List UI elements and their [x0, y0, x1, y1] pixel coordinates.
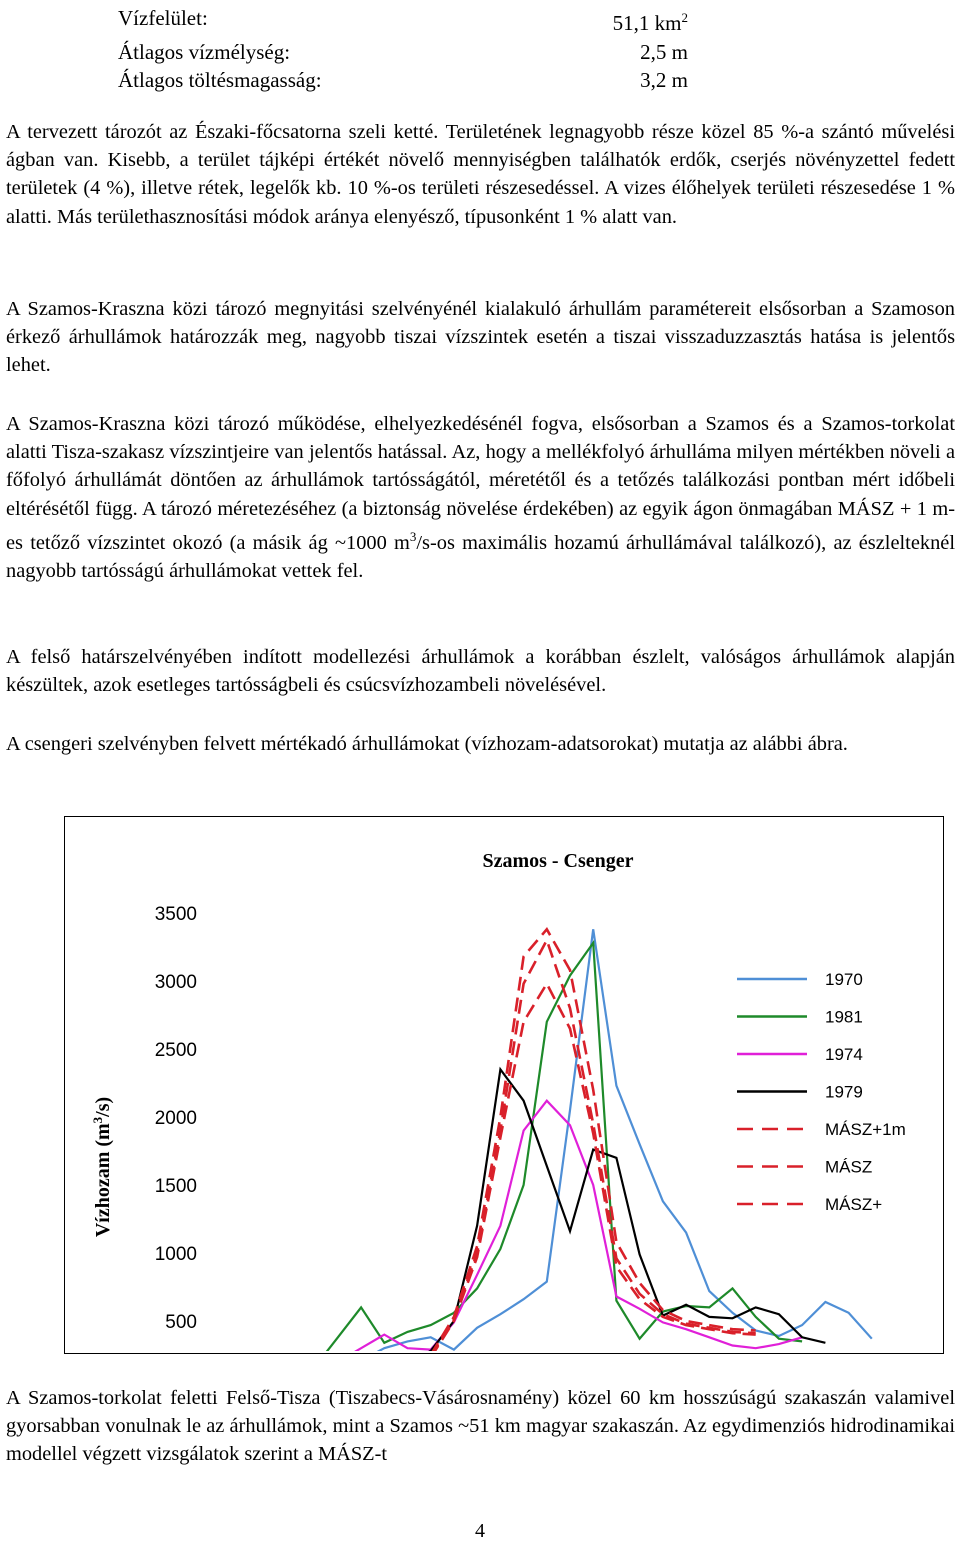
y-tick-label: 2000	[154, 1108, 197, 1129]
series-line-4	[431, 929, 756, 1353]
paragraph-land-use: A tervezett tározót az Északi-főcsatorna szeli ketté. Területének legnagyobb része közel 85 %-a szántó művelési ágban van. Kisebb, a terület tájképi értékét növelő mennyiségben találhatók erdők, cserjés növényzettel fedett területek (4 %), illetve rétek, legelők kb. 10 %-os területi részesedéssel. A vizes élőhelyek területi részesedése 1 % alatti. Más területhasznosítási módok aránya elenyésző, típusonként 1 % alatt van.	[6, 121, 955, 228]
series-line-6	[431, 984, 756, 1353]
y-tick-label: 3500	[154, 904, 197, 925]
y-tick-label: 1500	[154, 1176, 197, 1197]
y-tick-label: 500	[165, 1312, 197, 1333]
discharge-chart	[64, 816, 944, 1354]
stat-row-levee-height	[118, 66, 688, 95]
y-axis-ticks	[155, 904, 197, 1333]
stat-value: 51,1 $km^2$	[612, 10, 688, 35]
stat-label: Átlagos vízmélység:	[118, 39, 291, 64]
stat-value: 3,2 m	[640, 68, 688, 92]
y-tick-label: 2500	[154, 1040, 197, 1061]
legend-label: 1979	[825, 1082, 863, 1102]
y-tick-label: 1000	[154, 1244, 197, 1265]
legend-label: 1974	[825, 1045, 863, 1064]
reservoir-stats	[118, 4, 688, 95]
legend-label: MÁSZ	[825, 1157, 873, 1177]
chart-canvas	[65, 817, 943, 1353]
chart-legend	[733, 959, 943, 1221]
chart-title: Szamos - Csenger	[482, 850, 634, 872]
paragraph-flood-wave-parameters: A Szamos-Kraszna közi tározó megnyitási szelvényénél kialakuló árhullám paramétereit elsősorban a Szamoson érkező árhullámok határozzák meg, nagyobb tiszai vízszintek esetén a tiszai visszaduzzasztás hatása is jelentős lehet.	[6, 298, 955, 377]
paragraph-upper-tisza: A Szamos-torkolat feletti Felső-Tisza (Tiszabecs-Vásárosnamény) közel 60 km hosszúságú szakaszán valamivel gyorsabban vonulnak le az árhullámok, mint a Szamos ~51 km magyar szakaszán. Az egydimenziós hidrodinamikai modellel végzett vizsgálatok szerint a MÁSZ-t	[6, 1387, 955, 1466]
stat-label: Átlagos töltésmagasság:	[118, 68, 322, 92]
stat-row-depth	[118, 38, 688, 67]
paragraph-figure-intro: A csengeri szelvényben felvett mértékadó árhullámokat (vízhozam-adatsorokat) mutatja az alábbi ábra.	[6, 733, 848, 755]
legend-label: MÁSZ+1m	[825, 1120, 906, 1139]
y-tick-label: 3000	[154, 972, 197, 993]
series-line-5	[431, 940, 756, 1353]
legend-label: MÁSZ+	[825, 1195, 883, 1214]
stat-row-surface	[118, 4, 688, 38]
y-axis-label: Vízhozam $(m^3/s)$	[90, 1096, 114, 1238]
series-line-2	[245, 1101, 802, 1353]
stat-label: Vízfelület:	[118, 6, 208, 30]
legend-label: 1981	[825, 1007, 863, 1027]
stat-value: 2,5 m	[640, 39, 688, 64]
paragraph-reservoir-operation: A Szamos-Kraszna közi tározó működése, elhelyezkedésénél fogva, elsősorban a Szamos és a Szamos-torkolat alatti Tisza-szakasz vízszintjeire van jelentős hatással. Az, hogy a mellékfolyó árhulláma milyen mértékben növeli a főfolyó árhullámát döntően az árhullámok tartósságától, méretétől és a tetőzés találkozási pontban mért időbeli eltérésétől függ. A tározó méretezéséhez (a biztonság növelése érdekében) az egyik ágon önmagában MÁSZ + 1 m-es tetőző vízszintet okozó (a másik ág ~1000 $m^3/s-os$ maximális hozamú árhullámával találkozó), az észlelteknél nagyobb tartósságú árhullámokat vettek fel.	[6, 413, 955, 582]
legend-label: 1970	[825, 970, 863, 989]
page-number: 4	[475, 1520, 485, 1542]
series-line-1	[245, 943, 802, 1353]
paragraph-model-flood-waves: A felső határszelvényében indított modellezési árhullámok a korábban észlelt, valóságos árhullámok alapján készültek, azok esetleges tartósságbeli és csúcsvízhozambeli növelésével.	[6, 646, 955, 697]
